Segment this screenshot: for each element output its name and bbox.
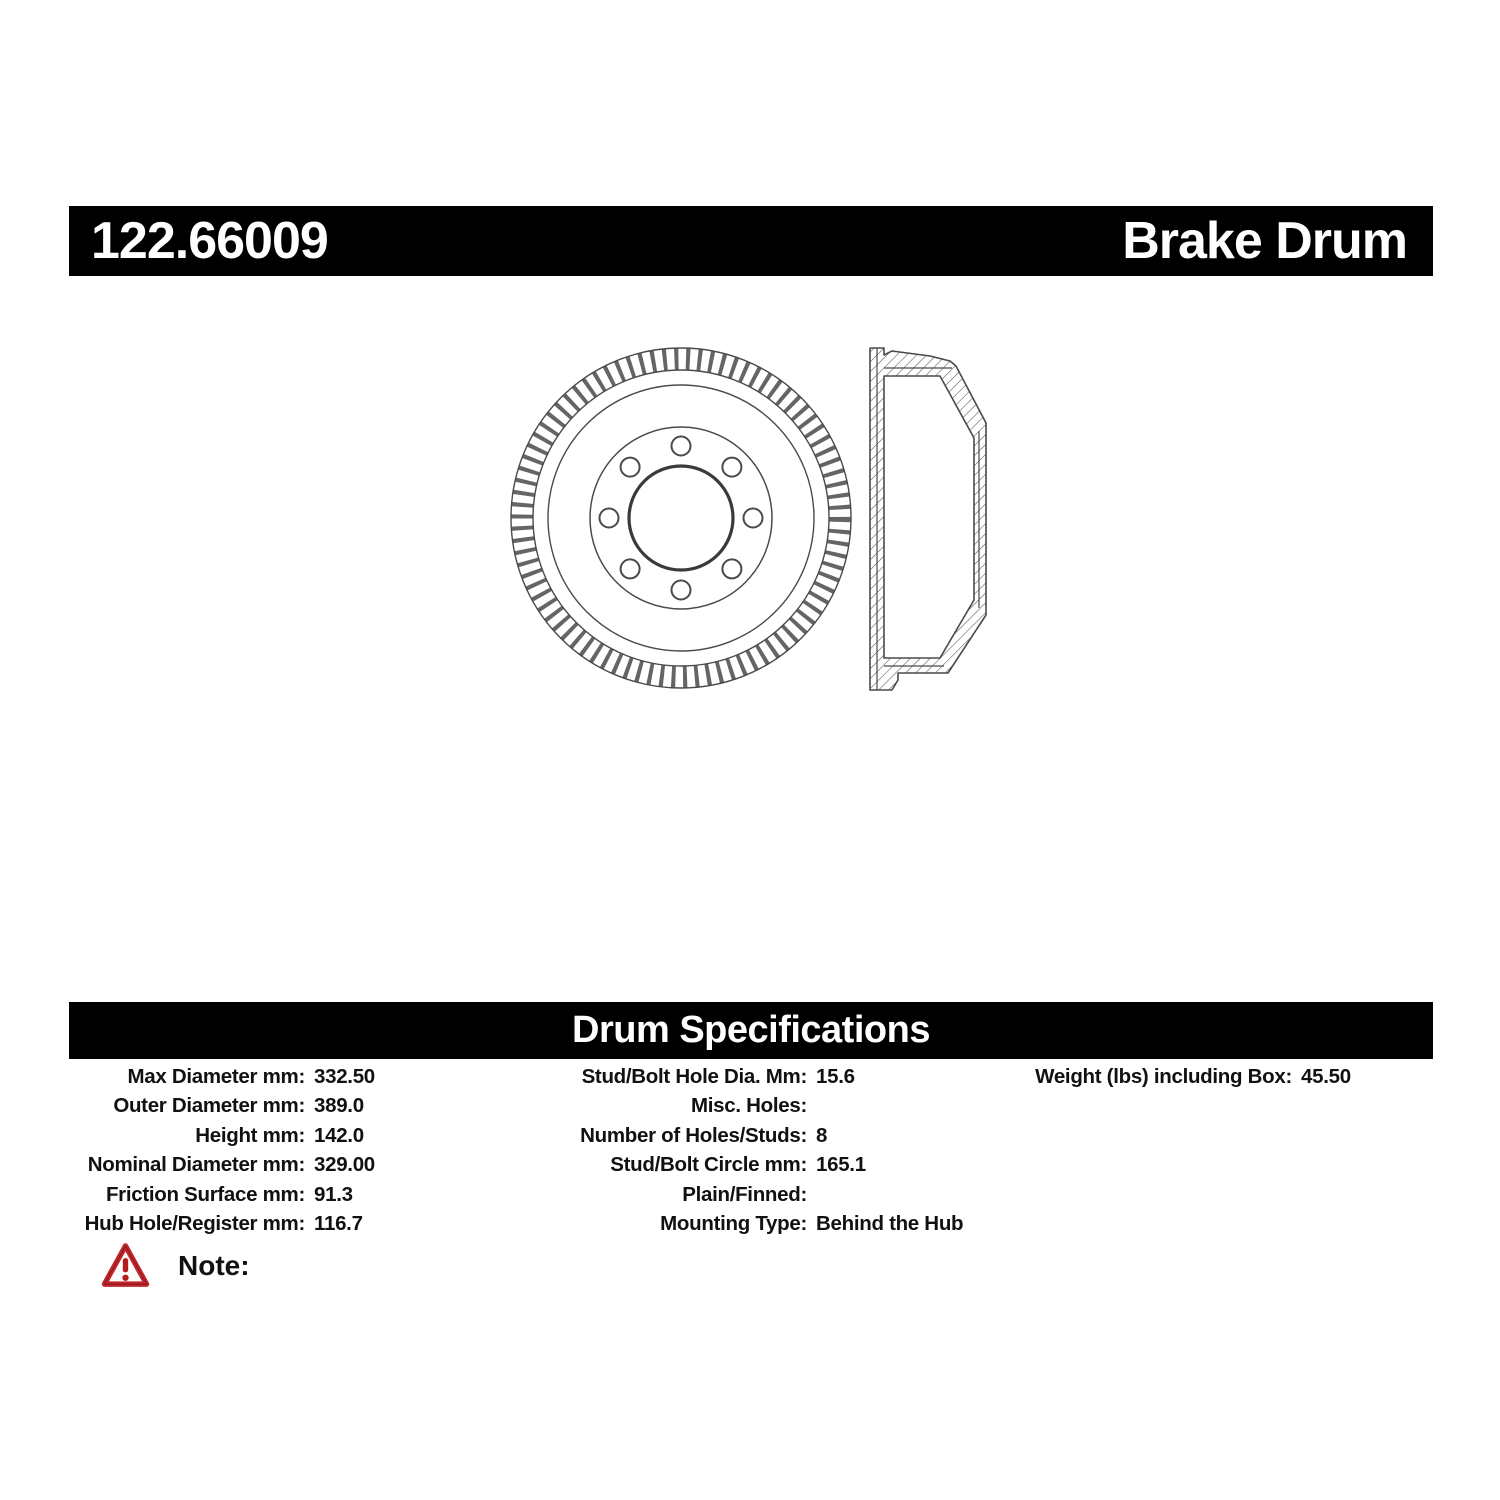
spec-value: Behind the Hub bbox=[816, 1212, 964, 1236]
spec-value: 142.0 bbox=[314, 1123, 364, 1147]
spec-label: Outer Diameter mm: bbox=[113, 1094, 305, 1118]
part-number: 122.66009 bbox=[91, 212, 328, 270]
spec-label: Height mm: bbox=[195, 1123, 305, 1147]
page-title: Brake Drum bbox=[1122, 212, 1407, 270]
brake-drum-front-view bbox=[511, 348, 851, 688]
spec-label: Friction Surface mm: bbox=[105, 1182, 305, 1206]
spec-column-dimensions bbox=[60, 1062, 375, 1239]
spec-label: Mounting Type: bbox=[660, 1212, 807, 1236]
note-label: Note: bbox=[178, 1249, 250, 1281]
spec-column-weight bbox=[1000, 1062, 1351, 1092]
spec-row bbox=[530, 1180, 963, 1210]
spec-value: 116.7 bbox=[314, 1212, 363, 1236]
spec-value: 165.1 bbox=[816, 1153, 866, 1177]
spec-row bbox=[530, 1210, 963, 1240]
spec-value: 329.00 bbox=[314, 1153, 375, 1177]
spec-value: 91.3 bbox=[314, 1182, 353, 1206]
spec-section-title: Drum Specifications bbox=[572, 1009, 930, 1051]
spec-value: 332.50 bbox=[314, 1064, 375, 1088]
spec-label: Nominal Diameter mm: bbox=[87, 1153, 305, 1177]
spec-row bbox=[60, 1210, 375, 1240]
spec-value: 389.0 bbox=[314, 1094, 364, 1118]
spec-label: Stud/Bolt Hole Dia. Mm: bbox=[581, 1064, 807, 1088]
spec-row bbox=[60, 1121, 375, 1151]
spec-value: 45.50 bbox=[1301, 1064, 1351, 1088]
spec-label: Plain/Finned: bbox=[682, 1182, 807, 1206]
spec-label: Max Diameter mm: bbox=[127, 1064, 305, 1088]
spec-row bbox=[1000, 1062, 1351, 1092]
spec-label: Stud/Bolt Circle mm: bbox=[610, 1153, 807, 1177]
spec-label: Hub Hole/Register mm: bbox=[84, 1212, 305, 1236]
spec-label: Number of Holes/Studs: bbox=[580, 1123, 807, 1147]
spec-value: 8 bbox=[816, 1123, 828, 1147]
brake-drum-side-section-view bbox=[870, 348, 986, 690]
spec-label: Misc. Holes: bbox=[690, 1094, 807, 1118]
header-bar bbox=[69, 206, 1433, 276]
spec-row bbox=[60, 1151, 375, 1181]
spec-row bbox=[530, 1062, 963, 1092]
spec-row bbox=[530, 1151, 963, 1181]
note-row bbox=[101, 1242, 250, 1289]
spec-row bbox=[530, 1121, 963, 1151]
brake-drum-technical-drawing bbox=[478, 328, 1026, 712]
spec-row bbox=[60, 1062, 375, 1092]
spec-label: Weight (lbs) including Box: bbox=[1035, 1064, 1292, 1088]
warning-triangle-icon bbox=[101, 1242, 150, 1289]
spec-section-bar bbox=[69, 1002, 1433, 1059]
spec-row bbox=[60, 1180, 375, 1210]
spec-row bbox=[530, 1092, 963, 1122]
spec-value: 15.6 bbox=[816, 1064, 855, 1088]
spec-column-studs bbox=[530, 1062, 963, 1239]
spec-row bbox=[60, 1092, 375, 1122]
